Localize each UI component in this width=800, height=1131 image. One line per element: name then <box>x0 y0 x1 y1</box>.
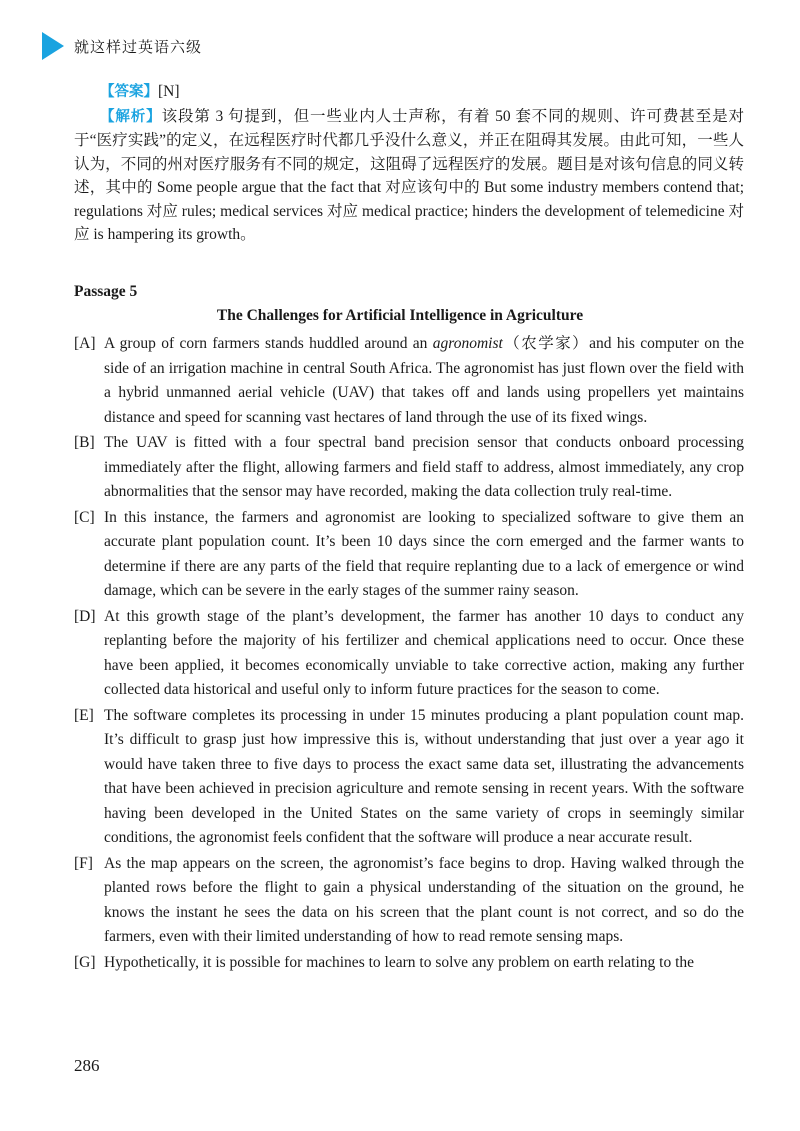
paragraph-text: As the map appears on the screen, the agronomist’s face begins to drop. Having walked through the planted rows before the flight to gain a physical understanding of the situation on the ground, he knows the instant he sees the data on his screen that the plant count is not correct, and so do the farmers, even with their limited understanding of how to read remote sensing maps. <box>104 854 744 945</box>
triangle-marker-icon <box>42 32 64 60</box>
italic-term: agronomist <box>432 335 503 352</box>
paragraph-b <box>74 431 744 505</box>
answer-tag: 【答案】 <box>100 84 158 100</box>
paragraph-f <box>74 852 744 950</box>
analysis-tag: 【解析】 <box>100 108 162 125</box>
paragraph-text: The software completes its processing in under 15 minutes producing a plant population count map. It’s difficult to grasp just how impressive this is, without understanding that just over a year ago it would have taken three to five days to process the exact same data set, illustrating the advancements that have been achieved in precision agriculture and remote sensing in recent years. With the software having been developed in the United States on the same variety of crops in seemingly similar conditions, the agronomist feels confident that the software will produce a near accurate result. <box>104 706 744 846</box>
answer-value: [N] <box>158 83 180 100</box>
paragraph-e <box>74 704 744 851</box>
paragraph-g <box>74 951 744 976</box>
paragraph-d <box>74 605 744 703</box>
answer-section <box>74 80 744 247</box>
paragraph-label: [A] <box>74 335 96 352</box>
paragraph-label: [G] <box>74 953 96 971</box>
running-header <box>0 30 800 66</box>
page-number: 286 <box>74 1056 100 1075</box>
paragraph-c <box>74 506 744 604</box>
answer-line <box>74 80 744 105</box>
passage-label: Passage 5 <box>74 283 138 300</box>
paragraph-a <box>74 332 744 430</box>
analysis-text: 该段第 3 句提到，但一些业内人士声称，有着 50 套不同的规则、许可费甚至是对于“医疗实践”的定义，在远程医疗时代都几乎没什么意义，并正在阻碍其发展。由此可知，一些人认为，不同的州对医疗服务有不同的规定，这阻碍了远程医疗的发展。题目是对该句信息的同义转述，其中的 Some people argue that the fact that 对应该句中的 But some industry members contend that; regulations 对应 rules; medical services 对应 medical practice; hinders the development of telemedicine 对应 is hampering its growth。 <box>74 107 744 243</box>
paragraph-label: [E] <box>74 706 94 724</box>
book-title: 就这样过英语六级 <box>74 38 203 56</box>
paragraph-text-part: A group of corn farmers stands huddled around an <box>104 335 433 352</box>
paragraph-text: At this growth stage of the plant’s development, the farmer has another 10 days to conduct any replanting before the majority of his fertilizer and chemical applications need to occur. Once these have been applied, it becomes economically unviable to take corrective action, making any further collected data historical and useful only to inform future practices for the season to come. <box>104 607 744 698</box>
paragraph-text: The UAV is fitted with a four spectral band precision sensor that conducts onboard processing immediately after the flight, allowing farmers and field staff to address, almost immediately, any crop abnormalities that the sensor may have recorded, making the data collection truly real-time. <box>104 434 744 500</box>
paragraph-label: [B] <box>74 434 95 451</box>
paragraph-text-part: （农学家）and his computer on the side of an irrigation machine in central South Africa. The agronomist has just flown over the field with a hybrid unmanned aerial vehicle (UAV) that takes off and lands using propellers yet maintains distance and speed for scanning vast hectares of land through the use of its fixed wings. <box>104 335 744 426</box>
paragraph-label: [C] <box>74 508 95 526</box>
paragraph-text: In this instance, the farmers and agronomist are looking to specialized software to give them an accurate plant population count. It’s been 10 days since the corn emerged and the farmer wants to determine if there are any parts of the field that require replanting due to a lack of emergence or wind damage, which can be severe in the early stages of the summer rainy season. <box>104 508 744 599</box>
analysis-paragraph <box>74 105 744 247</box>
passage-title: The Challenges for Artificial Intelligence in Agriculture <box>216 307 584 324</box>
paragraph-label: [F] <box>74 854 93 872</box>
paragraph-text <box>104 332 744 430</box>
passage-body <box>74 332 744 976</box>
paragraph-label: [D] <box>74 607 96 625</box>
paragraph-text: Hypothetically, it is possible for machines to learn to solve any problem on earth relating to the <box>104 953 694 971</box>
